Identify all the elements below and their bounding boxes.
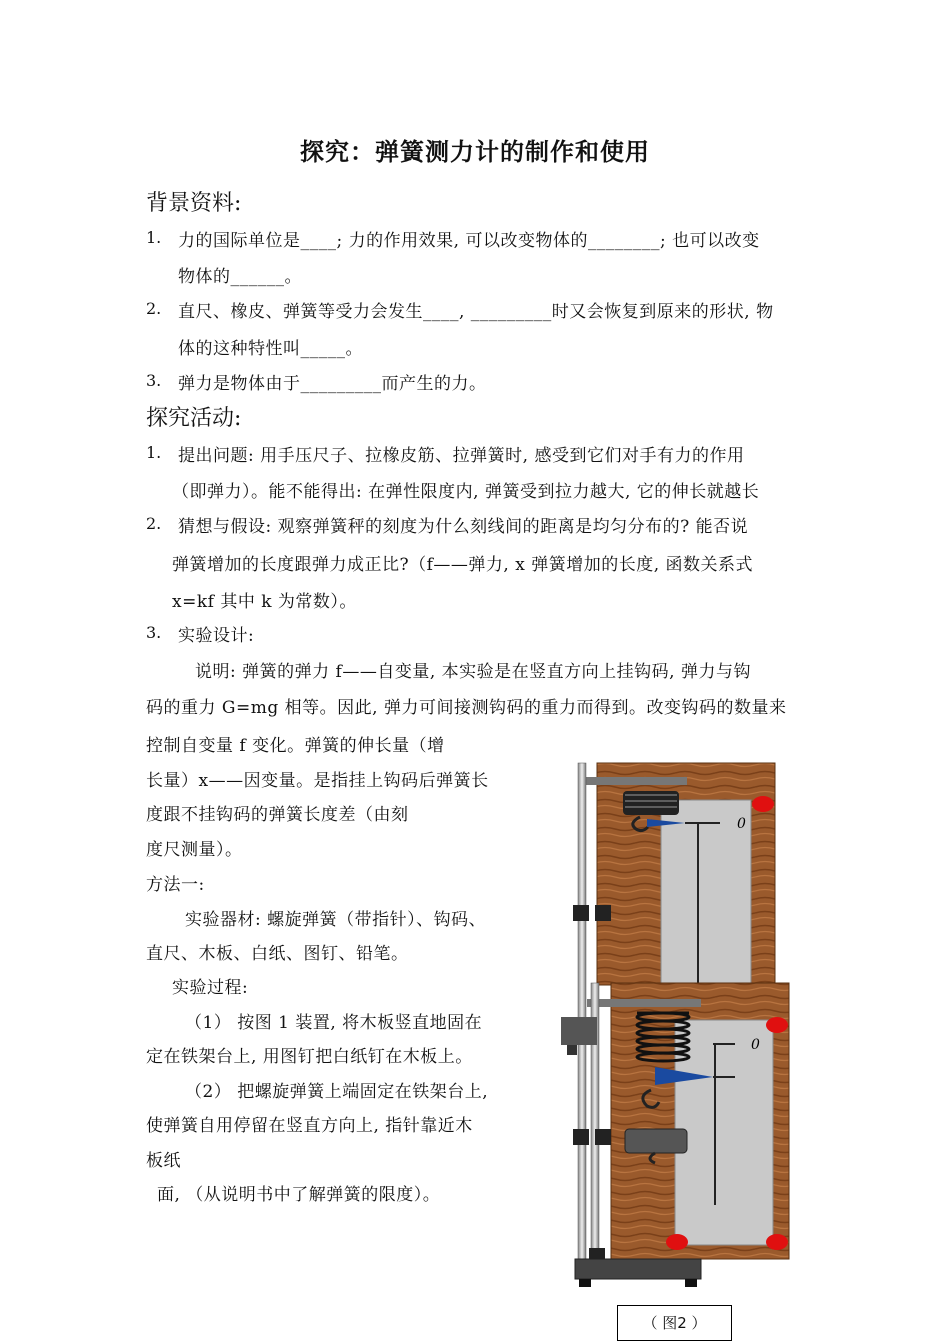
spring-apparatus-figure	[555, 755, 795, 1300]
pin-icon	[752, 796, 774, 812]
item-number: 3.	[146, 371, 162, 390]
lower-board	[587, 983, 789, 1259]
activity-item-2-line-3: x=kf 其中 k 为常数）。	[172, 592, 357, 612]
step-1-line-2: 定在铁架台上, 用图钉把白纸钉在木板上。	[146, 1047, 473, 1067]
pin-icon	[766, 1017, 788, 1033]
background-item-1-line-2: 物体的______。	[178, 267, 302, 287]
scale-zero-label-top: 0	[737, 816, 746, 832]
step-1-line-1: （1） 按图 1 装置, 将木板竖直地固在	[185, 1013, 483, 1033]
explanation-line-3: 控制自变量 f 变化。弹簧的伸长量（增	[146, 736, 445, 756]
section-heading-background: 背景资料:	[146, 191, 242, 216]
upper-board	[585, 763, 775, 985]
item-number: 1.	[146, 443, 162, 462]
activity-item-1-line-2: （即弹力）。能不能得出: 在弹性限度内, 弹簧受到拉力越大, 它的伸长就越长	[172, 482, 760, 502]
item-number: 2.	[146, 299, 162, 318]
item-number: 1.	[146, 228, 162, 247]
item-number: 3.	[146, 623, 162, 642]
activity-item-3-line-1: 实验设计:	[178, 626, 255, 646]
stand-base	[575, 1259, 701, 1279]
explanation-line-6: 度尺测量）。	[146, 840, 243, 860]
step-2-line-2: 使弹簧自用停留在竖直方向上, 指针靠近木	[146, 1116, 473, 1136]
pin-icon	[666, 1234, 688, 1250]
step-2-line-3: 板纸	[146, 1151, 181, 1171]
figure-caption: （ 图2 ）	[617, 1305, 732, 1341]
equipment-line-1: 实验器材: 螺旋弹簧（带指针）、钩码、	[185, 910, 487, 930]
activity-item-1-line-1: 提出问题: 用手压尺子、拉橡皮筋、拉弹簧时, 感受到它们对手有力的作用	[178, 446, 745, 466]
activity-item-2-line-1: 猜想与假设: 观察弹簧秤的刻度为什么刻线间的距离是均匀分布的? 能否说	[178, 517, 749, 537]
explanation-line-2: 码的重力 G=mg 相等。因此, 弹力可间接测钩码的重力而得到。改变钩码的数量来	[146, 698, 787, 718]
explanation-line-4: 长量）x——因变量。是指挂上钩码后弹簧长	[146, 771, 489, 791]
stand-rod	[578, 763, 586, 1268]
step-2-line-1: （2） 把螺旋弹簧上端固定在铁架台上,	[185, 1082, 489, 1102]
pin-icon	[766, 1234, 788, 1250]
explanation-line-1: 说明: 弹簧的弹力 f——自变量, 本实验是在竖直方向上挂钩码, 弹力与钩	[195, 662, 751, 682]
background-item-2-line-1: 直尺、橡皮、弹簧等受力会发生____, _________时又会恢复到原来的形状, 物	[178, 302, 774, 322]
method-label: 方法一:	[146, 875, 205, 895]
step-2-line-4: 面, （从说明书中了解弹簧的限度）。	[157, 1185, 441, 1205]
weight-block	[625, 1129, 687, 1153]
equipment-line-2: 直尺、木板、白纸、图钉、铅笔。	[146, 944, 409, 964]
background-item-2-line-2: 体的这种特性叫_____。	[178, 339, 363, 359]
scale-zero-label-bottom: 0	[751, 1037, 760, 1053]
process-label: 实验过程:	[172, 978, 249, 998]
background-item-1-line-1: 力的国际单位是____; 力的作用效果, 可以改变物体的________; 也可以改变	[178, 231, 760, 251]
activity-item-2-line-2: 弹簧增加的长度跟弹力成正比?（f——弹力, x 弹簧增加的长度, 函数关系式	[172, 555, 754, 575]
background-item-3-line-1: 弹力是物体由于_________而产生的力。	[178, 374, 487, 394]
section-heading-activity: 探究活动:	[146, 406, 242, 431]
page-title: 探究：弹簧测力计的制作和使用	[300, 138, 650, 166]
explanation-line-5: 度跟不挂钩码的弹簧长度差（由刻	[146, 805, 409, 825]
item-number: 2.	[146, 514, 162, 533]
